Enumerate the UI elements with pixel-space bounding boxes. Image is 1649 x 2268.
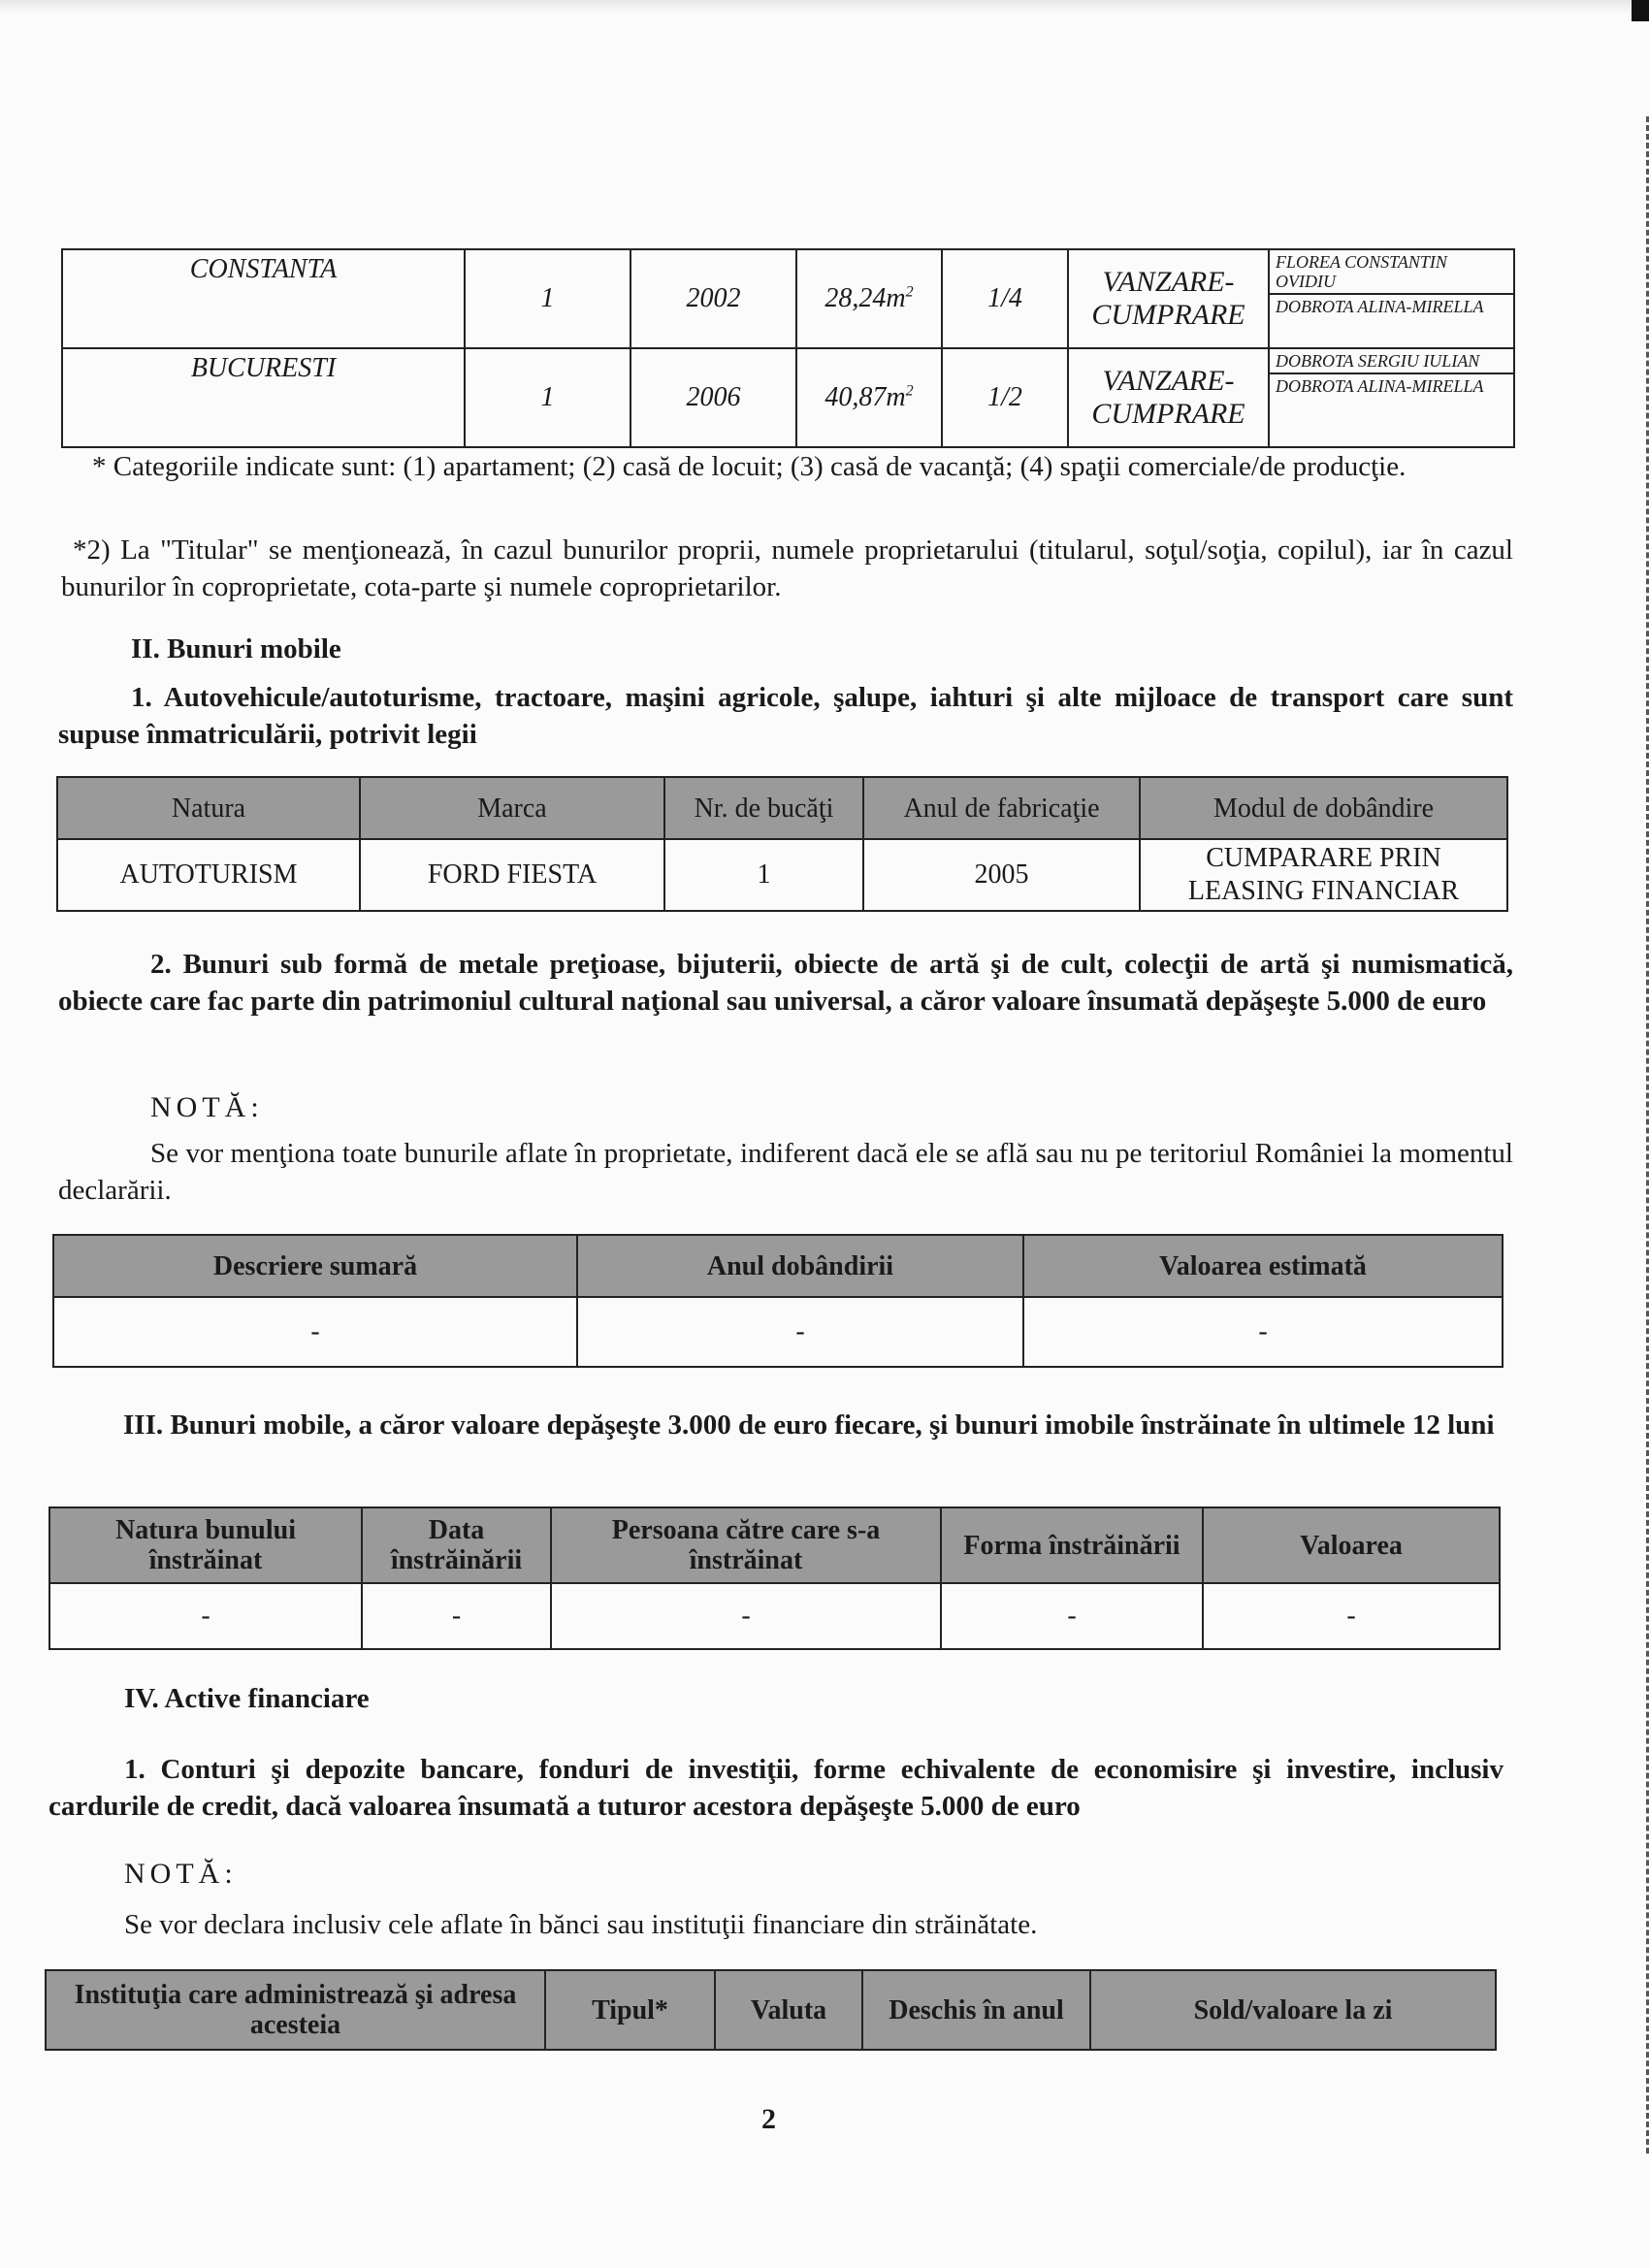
year-cell: 2002 [630, 249, 796, 348]
year-cell: 2006 [630, 348, 796, 447]
area-cell: $28,24m^2$ [796, 249, 942, 348]
titular-note: *2) La "Titular" se menţionează, în cazul bunurilor proprii, numele proprietarului (titularul, soţul/soţia, copilul), iar în cazul bunurilor în coproprietate, cota-parte şi numele coproprietarilor. [61, 535, 1513, 602]
column-header: Descriere sumară [53, 1235, 577, 1297]
table-cell: 1 [664, 839, 863, 911]
nota-text: Se vor menţiona toate bunurile aflate în proprietate, indiferent dacă ele se află sau nu pe teritoriul României la momentul declarării. [58, 1138, 1513, 1206]
owner-name: DOBROTA SERGIU IULIAN [1270, 349, 1513, 374]
section-ii-title: II. Bunuri mobile [131, 633, 341, 664]
area-cell: $40,87m^2$ [796, 348, 942, 447]
section-iii-title: III. Bunuri mobile, a căror valoare depăşeşte 3.000 de euro fiecare, şi bunuri imobile înstrăinate în ultimele 12 luni [123, 1409, 1495, 1441]
table-cell: FORD FIESTA [360, 839, 664, 911]
column-header: Anul dobândirii [577, 1235, 1023, 1297]
accounts-table-block [45, 1969, 1497, 2051]
nota-title: NOTĂ: [150, 1091, 264, 1123]
share-cell: 1/2 [942, 348, 1068, 447]
location-cell: CONSTANTA [62, 249, 465, 348]
table-row [49, 1583, 1500, 1649]
nota-title: NOTĂ: [124, 1858, 238, 1890]
category-cell: 1 [465, 249, 630, 348]
vehicles-table-block [56, 776, 1508, 912]
table-cell: CUMPARARE PRIN LEASING FINANCIAR [1140, 839, 1507, 911]
section-iv-title: IV. Active financiare [124, 1683, 370, 1714]
table-header-row [46, 1970, 1496, 2050]
owner-name: FLOREA CONSTANTIN OVIDIU [1270, 250, 1513, 295]
scan-corner-mark [1632, 0, 1649, 21]
owner-cell [1269, 348, 1514, 447]
table-cell: - [362, 1583, 551, 1649]
page-top-edge [0, 0, 1649, 14]
owner-name: DOBROTA ALINA-MIRELLA [1276, 376, 1484, 396]
table-cell: - [53, 1297, 577, 1367]
column-header: Valoarea estimată [1023, 1235, 1503, 1297]
column-header: Forma înstrăinării [941, 1507, 1203, 1583]
alienated-goods-table [48, 1507, 1501, 1650]
categories-note: * Categoriile indicate sunt: (1) apartament; (2) casă de locuit; (3) casă de vacanţă; (4) spaţii comerciale/de producţie. [92, 451, 1406, 482]
column-header: Data înstrăinării [362, 1507, 551, 1583]
property-table-block [61, 248, 1515, 448]
valuables-table [52, 1234, 1504, 1368]
column-header: Tipul* [545, 1970, 715, 2050]
column-header: Sold/valoare la zi [1090, 1970, 1496, 2050]
acquisition-mode-cell: VANZARE- CUMPRARE [1068, 249, 1269, 348]
column-header: Persoana către care s-a înstrăinat [551, 1507, 941, 1583]
section-ii-subtitle-2: 2. Bunuri sub formă de metale preţioase, bijuterii, obiecte de artă şi de cult, colecţii de artă şi numismatică, obiecte care fac parte din patrimoniul cultural naţional sau universal, a căror valoare însumată depăşeşte 5.000 de euro [58, 949, 1513, 1017]
table-row [62, 348, 1514, 447]
column-header: Natura [57, 777, 360, 839]
valuables-table-block [52, 1234, 1504, 1368]
column-header: Anul de fabricaţie [863, 777, 1140, 839]
table-header-row [53, 1235, 1503, 1297]
column-header: Modul de dobândire [1140, 777, 1507, 839]
table-cell: - [577, 1297, 1023, 1367]
table-cell: - [1023, 1297, 1503, 1367]
category-cell: 1 [465, 348, 630, 447]
owner-name: DOBROTA ALINA-MIRELLA [1276, 297, 1484, 316]
table-cell: - [551, 1583, 941, 1649]
table-cell: - [1203, 1583, 1500, 1649]
vehicles-table [56, 776, 1508, 912]
column-header: Valuta [715, 1970, 862, 2050]
table-cell: - [49, 1583, 362, 1649]
location-cell: BUCURESTI [62, 348, 465, 447]
table-row [62, 249, 1514, 348]
property-table [61, 248, 1515, 448]
column-header: Deschis în anul [862, 1970, 1090, 2050]
page-number: 2 [761, 2103, 776, 2135]
column-header: Marca [360, 777, 664, 839]
column-header: Instituţia care administrează şi adresa acesteia [46, 1970, 545, 2050]
column-header: Nr. de bucăţi [664, 777, 863, 839]
table-header-row [57, 777, 1507, 839]
table-row [57, 839, 1507, 911]
alienated-table-block [48, 1507, 1501, 1650]
nota-text: Se vor declara inclusiv cele aflate în bănci sau instituţii financiare din străinătate. [124, 1909, 1038, 1940]
scan-right-edge [1642, 116, 1649, 2154]
section-iv-subtitle-1: 1. Conturi şi depozite bancare, fonduri de investiţii, forme echivalente de economisire şi investire, inclusiv cardurile de credit, dacă valoarea însumată a tuturor acestora depăşeşte 5.000 de euro [48, 1754, 1504, 1822]
table-cell: AUTOTURISM [57, 839, 360, 911]
acquisition-mode-cell: VANZARE- CUMPRARE [1068, 348, 1269, 447]
table-cell: 2005 [863, 839, 1140, 911]
share-cell: 1/4 [942, 249, 1068, 348]
accounts-table [45, 1969, 1497, 2051]
table-row [53, 1297, 1503, 1367]
column-header: Natura bunului înstrăinat [49, 1507, 362, 1583]
owner-cell [1269, 249, 1514, 348]
column-header: Valoarea [1203, 1507, 1500, 1583]
section-ii-subtitle-1: 1. Autovehicule/autoturisme, tractoare, maşini agricole, şalupe, iahturi şi alte mijloace de transport care sunt supuse înmatriculării, potrivit legii [58, 682, 1513, 750]
table-header-row [49, 1507, 1500, 1583]
table-cell: - [941, 1583, 1203, 1649]
